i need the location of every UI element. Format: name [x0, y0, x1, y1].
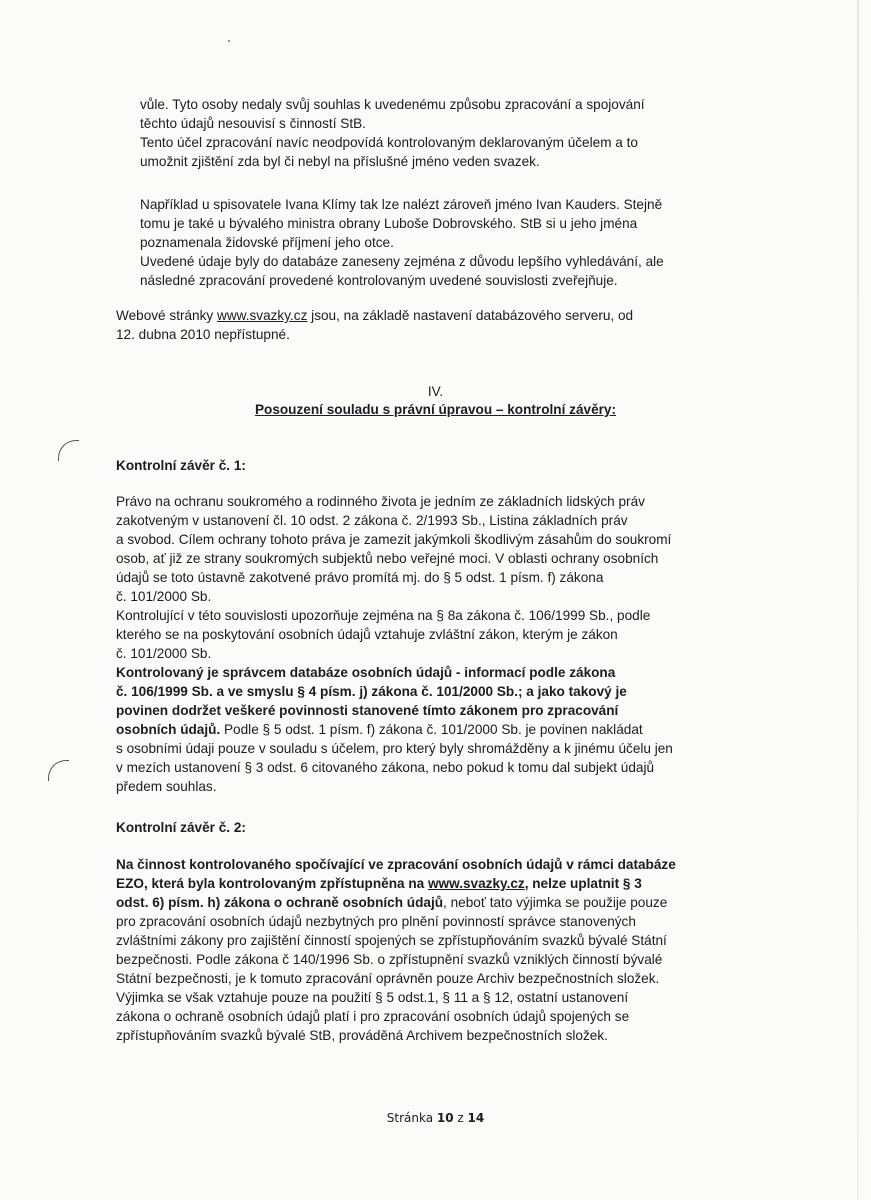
- text-line: s osobními údaji pouze v souladu s účelem, pro který byly shromážděny a k jinému účelu jen: [116, 741, 673, 756]
- text-line: v mezích ustanovení § 3 odst. 6 citovaného zákona, nebo pokud k tomu dal subjekt údajů: [116, 760, 655, 775]
- text-line: [116, 682, 766, 701]
- conclusion-2-heading: Kontrolní závěr č. 2:: [116, 820, 246, 835]
- text-line: [116, 720, 766, 739]
- text-line: Uvedené údaje byly do databáze zaneseny zejména z důvodu lepšího vyhledávání, ale: [140, 254, 664, 269]
- text-line: [116, 701, 766, 720]
- text-line: č. 101/2000 Sb.: [116, 589, 212, 604]
- conclusion-1-heading: Kontrolní závěr č. 1:: [116, 458, 246, 473]
- text-span: , neboť tato výjimka se použije pouze: [443, 895, 668, 910]
- bold-text: Kontrolovaný je správcem databáze osobních údajů - informací podle zákona: [116, 665, 616, 680]
- text-line: 12. dubna 2010 nepřístupné.: [116, 327, 290, 342]
- text-line: zvláštními zákony pro zajištění činností spojených se zpřístupňováním svazků bývalé Státní: [116, 933, 667, 948]
- text-line: zpřístupňováním svazků bývalé StB, prováděná Archivem bezpečnostních složek.: [116, 1028, 608, 1043]
- website-link[interactable]: www.svazky.cz: [427, 876, 525, 891]
- bold-text: EZO, která byla kontrolovaným zpřístupněna na: [116, 876, 428, 891]
- text-line: Například u spisovatele Ivana Klímy tak lze nalézt zároveň jméno Ivan Kauders. Stejně: [140, 197, 663, 212]
- text-line: údajů se toto ústavně zakotvené právo promítá mj. do § 5 odst. 1 písm. f) zákona: [116, 570, 604, 585]
- text-line: a svobod. Cílem ochrany tohoto práva je zamezit jakýmkoli škodlivým zásahům do soukromí: [116, 532, 672, 547]
- page-edge-shadow: [857, 0, 859, 1200]
- text-line: následné zpracování provedené kontrolovaným uvedené souvislosti zveřejňuje.: [140, 273, 618, 288]
- bold-text: č. 106/1999 Sb. a ve smyslu § 4 písm. j) zákona č. 101/2000 Sb.; a jako takový je: [116, 684, 627, 699]
- punch-hole-mark-bottom: [48, 760, 69, 781]
- text-line: [116, 893, 766, 912]
- footer-page-number: 10: [436, 1111, 454, 1125]
- conclusion-1-body: [116, 492, 766, 796]
- bold-text: odst. 6) písm. h) zákona o ochraně osobních údajů: [116, 895, 444, 910]
- text-line: [116, 663, 766, 682]
- text-line: [116, 855, 766, 874]
- footer-total-pages: 14: [467, 1111, 485, 1125]
- punch-hole-mark-top: [58, 440, 79, 461]
- text-line: vůle. Tyto osoby nedaly svůj souhlas k uvedenému způsobu zpracování a spojování: [140, 97, 645, 112]
- scan-speck: [228, 40, 230, 42]
- text-line: poznamenala židovské příjmení jeho otce.: [140, 235, 394, 250]
- text-line: Tento účel zpracování navíc neodpovídá kontrolovaným deklarovaným účelem a to: [140, 135, 638, 150]
- text-span: jsou, na základě nastavení databázového serveru, od: [307, 308, 634, 323]
- website-link[interactable]: www.svazky.cz: [217, 308, 308, 323]
- footer-label: Stránka: [386, 1111, 437, 1125]
- text-line: Kontrolující v této souvislosti upozorňuje zejména na § 8a zákona č. 106/1999 Sb., podle: [116, 608, 651, 623]
- paragraph-example: [140, 195, 766, 290]
- text-line: tomu je také u bývalého ministra obrany Luboše Dobrovského. StB si u jeho jména: [140, 216, 638, 231]
- text-line: bezpečnosti. Podle zákona č 140/1996 Sb. o zpřístupnění svazků vzniklých činností bývalé: [116, 952, 663, 967]
- text-line: zakotveným v ustanovení čl. 10 odst. 2 zákona č. 2/1993 Sb., Listina základních práv: [116, 513, 628, 528]
- text-line: Výjimka se však vztahuje pouze na použití § 5 odst.1, § 11 a § 12, ostatní ustanovení: [116, 990, 629, 1005]
- paragraph-consent: [140, 95, 766, 171]
- paragraph-website: [116, 306, 766, 344]
- text-line: [116, 874, 766, 893]
- text-line: těchto údajů nesouvisí s činností StB.: [140, 116, 366, 131]
- section-title: Posouzení souladu s právní úpravou – kontrolní závěry:: [254, 402, 617, 417]
- text-line: zákona o ochraně osobních údajů platí i pro zpracování osobních údajů spojených se: [116, 1009, 630, 1024]
- text-line: č. 101/2000 Sb.: [116, 646, 212, 661]
- footer-separator: z: [453, 1111, 468, 1125]
- text-line: Státní bezpečnosti, je k tomuto zpracování oprávněn pouze Archiv bezpečnostních složek.: [116, 971, 660, 986]
- conclusion-2-body: [116, 855, 766, 1045]
- text-line: umožnit zjištění zda byl či nebyl na příslušné jméno veden svazek.: [140, 154, 540, 169]
- text-span: Podle § 5 odst. 1 písm. f) zákona č. 101/2000 Sb. je povinen nakládat: [220, 722, 643, 737]
- text-line: předem souhlas.: [116, 779, 217, 794]
- text-line: kterého se na poskytování osobních údajů vztahuje zvláštní zákon, kterým je zákon: [116, 627, 618, 642]
- text-line: Právo na ochranu soukromého a rodinného života je jedním ze základních lidských práv: [116, 494, 645, 509]
- text-line: [116, 306, 766, 325]
- bold-text: osobních údajů.: [116, 722, 221, 737]
- page-footer: [0, 1111, 871, 1125]
- bold-text: , nelze uplatnit § 3: [524, 876, 642, 891]
- text-line: pro zpracování osobních údajů nezbytných pro plnění povinností správce stanovených: [116, 914, 636, 929]
- section-number: IV.: [427, 384, 444, 399]
- text-span: Webové stránky: [116, 308, 217, 323]
- bold-text: povinen dodržet veškeré povinnosti stanovené tímto zákonem pro zpracování: [116, 703, 619, 718]
- bold-text: Na činnost kontrolovaného spočívající ve zpracování osobních údajů v rámci databáze: [116, 857, 676, 872]
- text-line: osob, ať již ze strany soukromých subjektů nebo veřejné moci. V oblasti ochrany osobních: [116, 551, 659, 566]
